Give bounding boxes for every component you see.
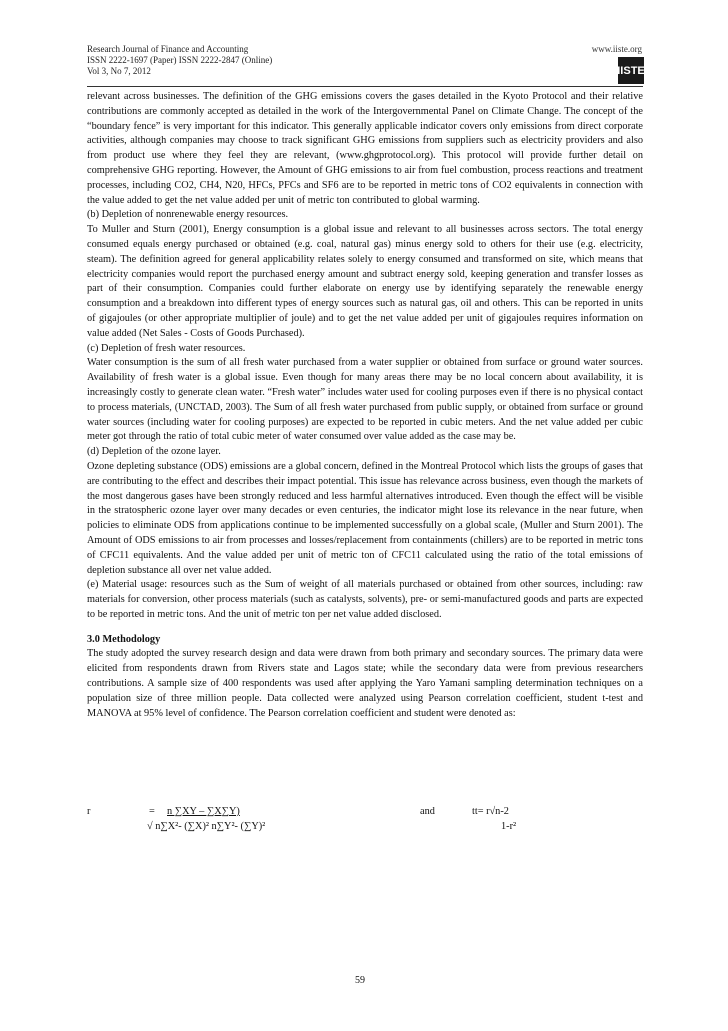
paragraph-energy: To Muller and Sturn (2001), Energy consumption is a global issue and relevant to all businesses across sectors. The total energy consumed equals energy purchased or obtained (e.g. coal, natural gas) minus energy sold to others for their use (e.g. electricity, steam). The definition agreed for general applicability relates solely to energy consumed and transformed on site, which means that electricity companies would report the purchased energy amount and subtract energy sold, keeping generation and transfer losses as part of their consumption. Companies could further elaborate on energy use by identifying separately the renewable energy consumption and a breakdown into different types of energy sources such as natural gas, oil and others. This can be reported in units of gigajoules (or other appropriate multiplier of joule) and to get the net value added per unit of gigajoules requires information on value added (Net Sales - Costs of Goods Purchased).	[87, 224, 643, 339]
formula-equals: =	[149, 806, 155, 817]
iiste-logo: IISTE	[618, 57, 644, 84]
paragraph-water: Water consumption is the sum of all fresh water purchased from a water supplier or obtained from surface or ground water sources. Availability of fresh water is a global issue. Even though for many areas there may be no local concern about availability, it is increasingly costly to generate clean water. “Fresh water” includes water used for cooling purposes even if there is no physical contact to process materials, (UNCTAD, 2003). The Sum of all fresh water purchased from public supply, or obtained from surface or ground water sources (including water for cooling purposes) are expected to be reported in cubic meters. And the net value added per cubic meter got through the ratio of total cubic meter of water consumed over value added as the case may be.	[87, 357, 643, 443]
issn-line: ISSN 2222-1697 (Paper) ISSN 2222-2847 (Online)	[87, 55, 273, 65]
formula-and: and	[420, 806, 435, 817]
volume-line: Vol 3, No 7, 2012	[87, 66, 151, 76]
formula-lhs: r	[87, 806, 91, 817]
running-header	[87, 44, 642, 86]
page-number: 59	[355, 975, 365, 986]
formula-denominator: √ n∑X²- (∑X)² n∑Y²- (∑Y)²	[147, 821, 266, 832]
header-divider	[87, 86, 643, 87]
paragraph-ghg: relevant across businesses. The definition of the GHG emissions covers the gases detailed in the Kyoto Protocol and their relative contributions are commonly accepted as detailed in the work of the Intergovernmental Panel on Climate Change. The concept of the “boundary fence” is very important for this indicator. This generally applicable indicator covers only emissions from direct corporate activities, although companies may choose to track significant GHG emissions from suppliers such as electricity providers and also from product use where they feel they are relevant, (www.ghgprotocol.org). This protocol will provide further detail on comprehensive GHG reporting. However, the Amount of GHG emissions to air from fuel combustion, process reactions and treatment processes, including CO2, CH4, N20, HFCs, PFCs and SF6 are to be reported in metric tons of CO2 equivalents in connection with the value added to get the net value added per unit of metric ton contributed to global warming.	[87, 91, 643, 206]
heading-ozone: (d) Depletion of the ozone layer.	[87, 446, 221, 458]
paragraph-ozone: Ozone depleting substance (ODS) emissions are a global concern, defined in the Montreal Protocol which lists the groups of gases that are contributing to the effect and describes their impact potential. This issue has relevance across business, even though the markets of the most dangerous gases have been strongly reduced and less harmful alternatives introduced. Even though the effect will be visible in the stratospheric ozone layer over many decades or even centuries, the indicator might lose its relevance in the near future, when policies to eliminate ODS from applications continue to be implemented successfully on a global scale, (Muller and Sturn 2001). The Amount of ODS emissions to air from processes and losses/replacement from containments (chillers) are to be reported in metric tons of CFC11 equivalents. And the value added per unit of metric ton of CFC11 calculated using the ratio of the total emissions of depletion substance all over net value added.	[87, 460, 643, 576]
section-gap	[87, 623, 643, 633]
heading-water: (c) Depletion of fresh water resources.	[87, 342, 246, 354]
paragraph-methodology: The study adopted the survey research design and data were drawn from both primary and secondary sources. The primary data were elicited from respondents drawn from Rivers state and Lagos state; while the secondary data were from previous researchers contributions. A sample size of 400 respondents was used after applying the Yaro Yamani sampling determination techniques on a population size of three million people. Data collected were analyzed using Pearson correlation coefficient, student t-test and MANOVA at 95% level of confidence. The Pearson correlation coefficient and student were denoted as:	[87, 648, 643, 719]
formula-t-denominator: 1-r²	[501, 821, 517, 832]
journal-url-link[interactable]: www.iiste.org	[591, 44, 642, 54]
formula-t-expression: tt= r√n-2	[472, 806, 509, 817]
methodology-heading: 3.0 Methodology	[87, 633, 161, 645]
page-body	[87, 90, 643, 721]
pearson-formula	[87, 805, 643, 841]
journal-title: Research Journal of Finance and Accounting	[87, 44, 249, 54]
paragraph-material: (e) Material usage: resources such as the Sum of weight of all materials purchased or obtained from other sources, including: raw materials for conversion, other process materials (such as catalysts, solvents), pre- or semi-manufactured goods and parts are expected to be reported in metric tons. And the unit of metric ton per net value added disclosed.	[87, 579, 643, 620]
heading-energy: (b) Depletion of nonrenewable energy resources.	[87, 209, 289, 221]
formula-numerator: n ∑XY – ∑X∑Y)	[167, 806, 240, 817]
